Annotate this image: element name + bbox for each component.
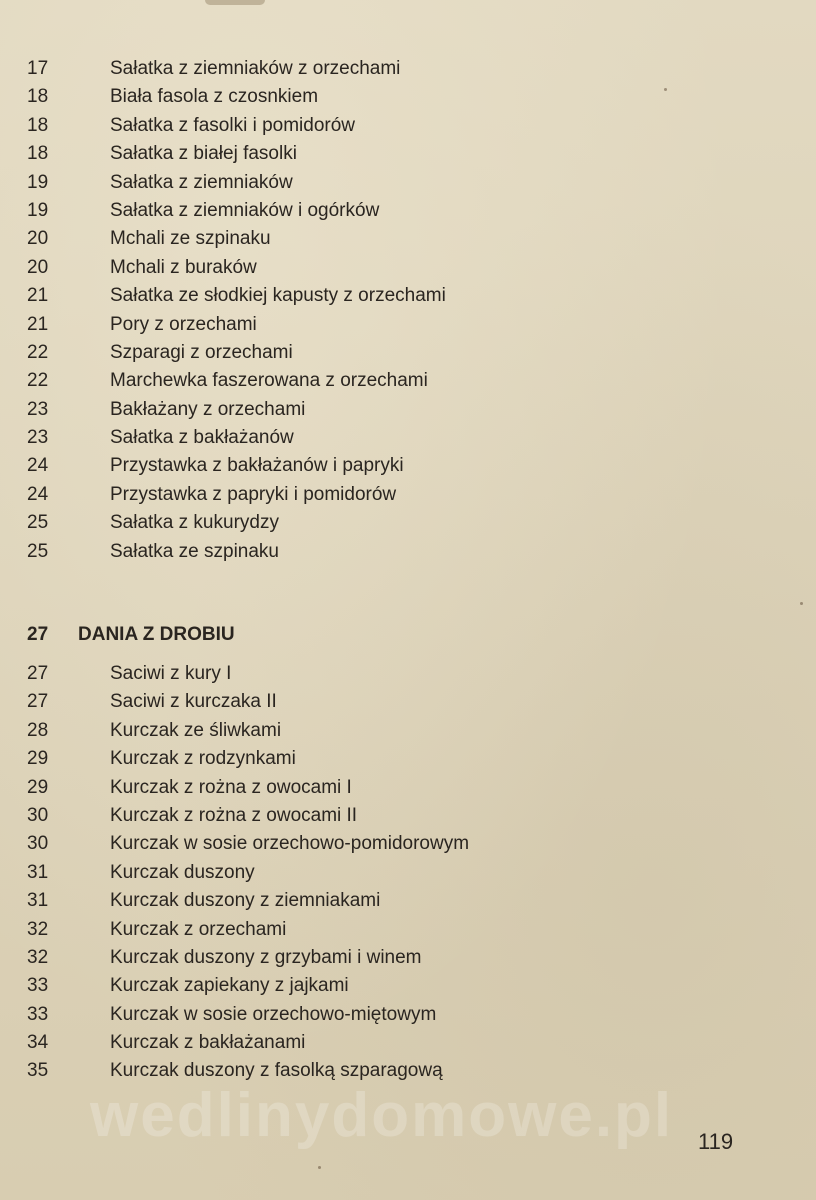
toc-entry <box>0 225 816 253</box>
toc-entry-title: Sałatka z kukurydzy <box>110 512 279 534</box>
toc-entry <box>0 112 816 140</box>
toc-entry-title: Kurczak w sosie orzechowo-miętowym <box>110 1003 437 1025</box>
toc-entry-page: 32 <box>27 918 49 940</box>
toc-entry-page: 34 <box>27 1032 49 1054</box>
toc-entry <box>0 1001 816 1029</box>
section-page-number: 27 <box>27 624 49 645</box>
toc-entry-page: 23 <box>27 427 49 449</box>
toc-entry-page: 29 <box>27 748 49 770</box>
toc-entry-title: Sałatka z białej fasolki <box>110 143 297 165</box>
toc-entry-title: Sałatka z ziemniaków <box>110 171 293 193</box>
paper-speck <box>800 602 803 605</box>
toc-entry-title: Kurczak ze śliwkami <box>110 719 282 741</box>
toc-entry-page: 27 <box>27 691 49 713</box>
toc-entry-page: 17 <box>27 58 49 79</box>
toc-entry <box>0 339 816 367</box>
toc-entry <box>0 774 816 802</box>
toc-entry-title: Sałatka ze szpinaku <box>110 540 279 562</box>
toc-entry <box>0 311 816 339</box>
watermark: wedlinydomowe.pl <box>90 1081 674 1150</box>
toc-entry <box>0 972 816 1000</box>
toc-entry-page: 21 <box>27 285 49 307</box>
toc-entry <box>0 509 816 537</box>
toc-entry-title: Przystawka z bakłażanów i papryki <box>110 455 404 477</box>
toc-entry <box>0 254 816 282</box>
toc-entry-page: 20 <box>27 228 49 250</box>
toc-entry-page: 24 <box>27 483 49 505</box>
toc-entry-title: Kurczak zapiekany z jajkami <box>110 975 349 997</box>
toc-entry <box>0 140 816 168</box>
toc-entry-title: Sałatka z bakłażanów <box>110 427 294 449</box>
toc-entry-page: 33 <box>27 975 49 997</box>
toc-entry-title: Kurczak duszony z ziemniakami <box>110 890 381 912</box>
toc-entry-title: Szparagi z orzechami <box>110 341 293 363</box>
toc-entry-page: 18 <box>27 114 49 136</box>
toc-entry-page: 24 <box>27 455 49 477</box>
toc-entry <box>0 745 816 773</box>
toc-entry-page: 25 <box>27 512 49 534</box>
toc-entry-title: Kurczak z bakłażanami <box>110 1032 306 1054</box>
toc-entry-page: 18 <box>27 143 49 165</box>
toc-entry <box>0 55 816 83</box>
toc-entry-title: Mchali z buraków <box>110 256 257 278</box>
toc-entry-title: Sałatka z ziemniaków i ogórków <box>110 199 380 221</box>
toc-entry-page: 19 <box>27 199 49 221</box>
toc-entry <box>0 717 816 745</box>
toc-entry <box>0 424 816 452</box>
toc-entry <box>0 944 816 972</box>
toc-entry <box>0 887 816 915</box>
toc-entry-title: Pory z orzechami <box>110 313 257 335</box>
toc-entry <box>0 452 816 480</box>
toc-entry-page: 30 <box>27 833 49 855</box>
section-title: DANIA Z DROBIU <box>78 624 235 645</box>
toc-entry <box>0 197 816 225</box>
toc-entry <box>0 169 816 197</box>
toc-entry-title: Sałatka z fasolki i pomidorów <box>110 114 355 136</box>
toc-entry-title: Kurczak duszony <box>110 861 255 883</box>
toc-entry-title: Kurczak duszony z grzybami i winem <box>110 946 422 968</box>
toc-entry-page: 22 <box>27 341 49 363</box>
toc-entry <box>0 859 816 887</box>
toc-entry-title: Kurczak duszony z fasolką szparagową <box>110 1060 443 1082</box>
toc-entry-title: Saciwi z kurczaka II <box>110 691 277 713</box>
toc-entry-page: 29 <box>27 776 49 798</box>
toc-entry-page: 23 <box>27 398 49 420</box>
toc-entry <box>0 916 816 944</box>
toc-entry-title: Kurczak z rożna z owocami II <box>110 804 358 826</box>
toc-entry-page: 25 <box>27 540 49 562</box>
toc-entry-title: Sałatka z ziemniaków z orzechami <box>110 58 401 79</box>
toc-entry-page: 35 <box>27 1060 49 1082</box>
toc-entry <box>0 660 816 688</box>
toc-entry <box>0 481 816 509</box>
toc-entry-page: 31 <box>27 890 49 912</box>
toc-entry-title: Sałatka ze słodkiej kapusty z orzechami <box>110 285 446 307</box>
toc-entry <box>0 396 816 424</box>
toc-entry-page: 28 <box>27 719 49 741</box>
toc-entry-page: 30 <box>27 804 49 826</box>
toc-entry-page: 18 <box>27 86 49 108</box>
toc-entry-title: Saciwi z kury I <box>110 663 232 684</box>
toc-entry <box>0 282 816 310</box>
toc-entry-page: 31 <box>27 861 49 883</box>
toc-entry-page: 21 <box>27 313 49 335</box>
top-smudge <box>205 0 265 5</box>
toc-entry-title: Marchewka faszerowana z orzechami <box>110 370 428 392</box>
toc-entry <box>0 688 816 716</box>
toc-entry-title: Kurczak w sosie orzechowo-pomidorowym <box>110 833 470 855</box>
toc-entry-title: Kurczak z rodzynkami <box>110 748 296 770</box>
toc-entry-page: 33 <box>27 1003 49 1025</box>
toc-entry-title: Biała fasola z czosnkiem <box>110 86 319 108</box>
toc-entry <box>0 83 816 111</box>
toc-entry <box>0 367 816 395</box>
toc-entry-title: Przystawka z papryki i pomidorów <box>110 483 397 505</box>
page-number: 119 <box>698 1129 734 1154</box>
toc-entry-title: Kurczak z rożna z owocami I <box>110 776 352 798</box>
toc-entry-page: 27 <box>27 663 49 684</box>
toc-entry <box>0 538 816 566</box>
toc-entry-title: Bakłażany z orzechami <box>110 398 306 420</box>
paper-speck <box>318 1166 321 1169</box>
toc-entry-page: 19 <box>27 171 49 193</box>
toc-list-poultry <box>0 660 816 1086</box>
toc-entry-title: Kurczak z orzechami <box>110 918 287 940</box>
toc-entry-title: Mchali ze szpinaku <box>110 228 271 250</box>
toc-entry <box>0 830 816 858</box>
toc-entry <box>0 802 816 830</box>
toc-entry-page: 22 <box>27 370 49 392</box>
toc-entry <box>0 1029 816 1057</box>
toc-list-salads <box>0 55 816 566</box>
toc-entry-page: 32 <box>27 946 49 968</box>
toc-entry-page: 20 <box>27 256 49 278</box>
